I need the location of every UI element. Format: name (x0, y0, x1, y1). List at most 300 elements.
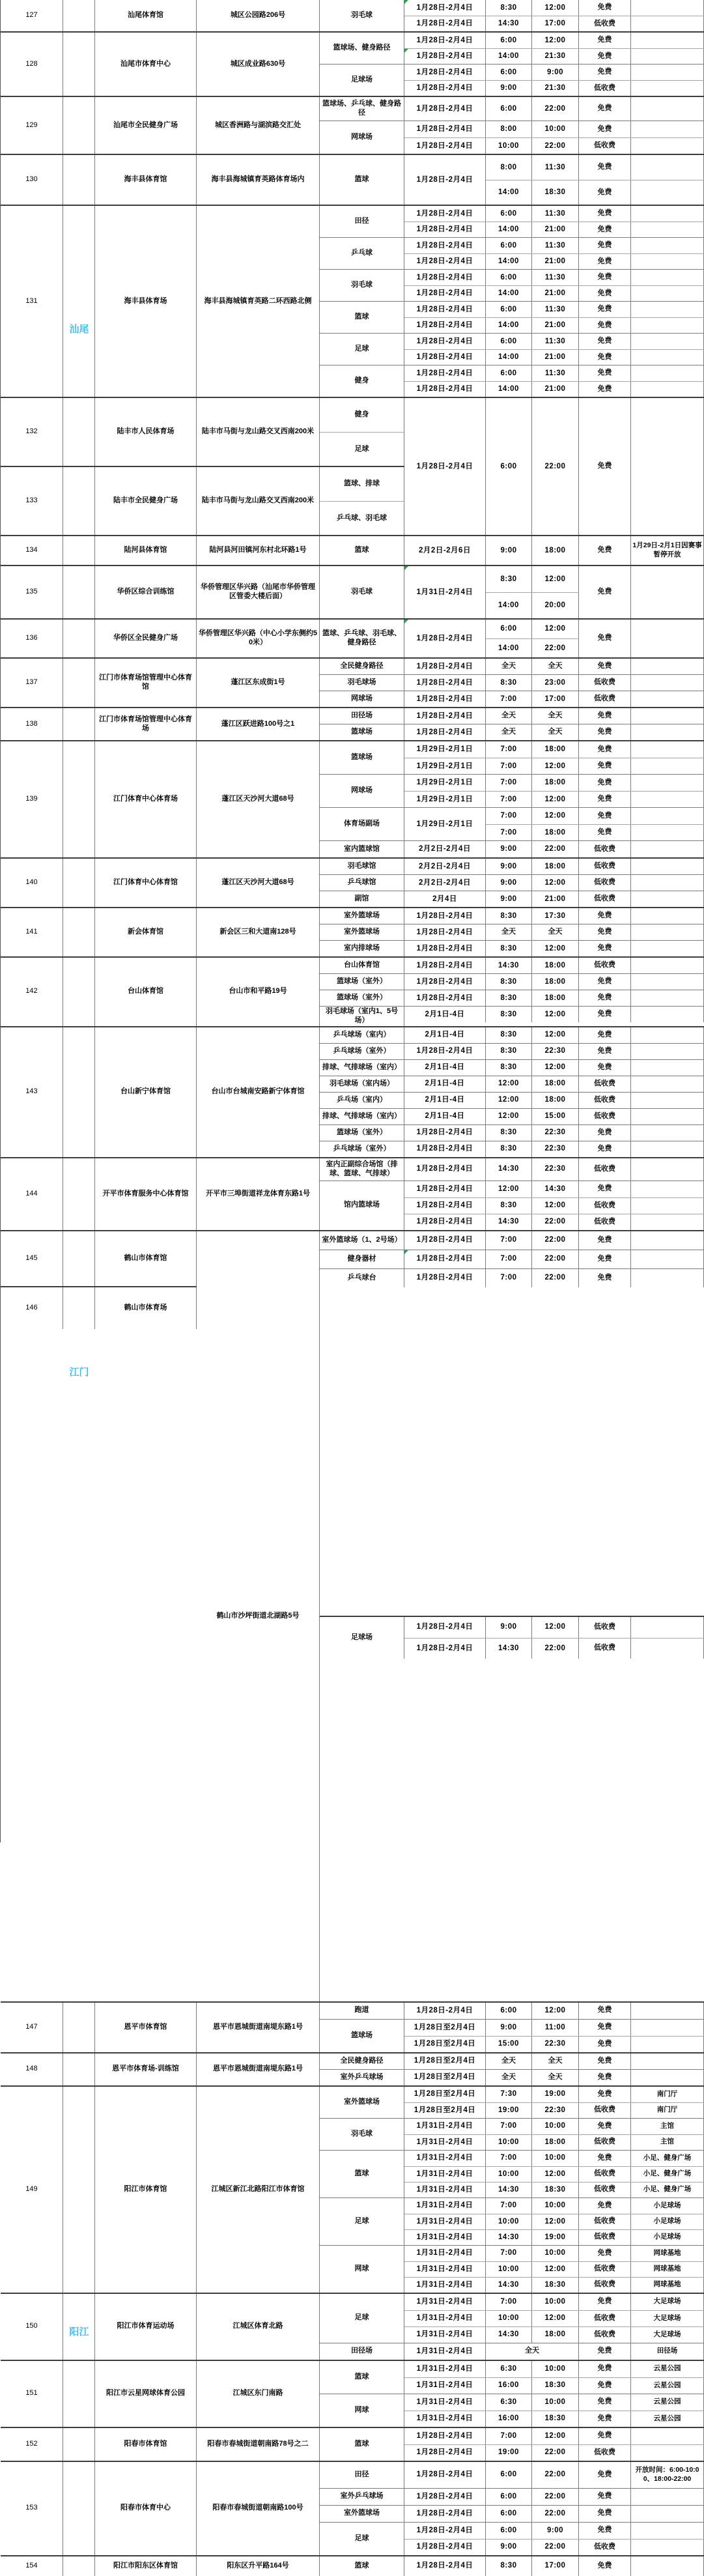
remark (631, 180, 704, 205)
end-time: 22:00 (532, 2489, 579, 2505)
facility-name: 健身 (320, 365, 404, 397)
venue-name: 陆丰市全民健身广场 (95, 467, 197, 535)
row-number: 154 (1, 2556, 63, 2576)
date-range: 1月28日-2月4日 (404, 334, 486, 349)
facility-group (320, 1250, 704, 1268)
time-slot-row (404, 1007, 704, 1022)
facility-name: 篮球场（室外） (320, 1125, 404, 1141)
time-slot-row (404, 1060, 704, 1076)
start-time: 14:00 (486, 180, 532, 205)
facility-groups (320, 536, 704, 565)
fee-status: 免费 (579, 206, 631, 222)
facility-name: 足球 (320, 2198, 404, 2245)
row-number: 135 (1, 566, 63, 618)
start-time: 10:00 (486, 2311, 532, 2326)
time-slot-row (404, 958, 704, 973)
start-time: 7:00 (486, 808, 532, 824)
venue-address: 城区公园路206号 (197, 0, 320, 31)
remark (631, 302, 704, 317)
region-column-gap (63, 33, 95, 96)
start-time: 6:00 (486, 270, 532, 285)
date-range: 1月28日-2月4日 (404, 1231, 486, 1250)
date-range: 1月31日-2月4日 (404, 2119, 486, 2134)
end-time: 12:00 (532, 566, 579, 592)
facility-name: 篮球场 (320, 2020, 404, 2052)
fee-status: 低收费 (579, 2278, 631, 2293)
time-slot-row (404, 2261, 704, 2277)
venue-name: 鹤山市体育馆 (95, 1231, 197, 1286)
date-range: 1月29日-2月1日 (404, 758, 486, 774)
end-time: 10:00 (532, 2246, 579, 2261)
facility-name: 羽毛球 (320, 0, 404, 31)
fee-status: 免费 (579, 2087, 631, 2102)
facility-group (320, 2462, 704, 2488)
facility-name: 篮球场、健身路径 (320, 33, 404, 64)
region-column-gap (63, 155, 95, 205)
date-range: 1月28日-2月4日 (404, 121, 486, 137)
facility-groups (320, 1616, 704, 2001)
facility-groups (320, 620, 704, 657)
fee-status: 免费 (579, 2462, 631, 2488)
start-time: 7:30 (486, 2087, 532, 2102)
start-time: 14:30 (486, 2327, 532, 2343)
venue-address: 江城区新江北路阳江市体育馆 (197, 2087, 320, 2293)
remark (631, 2445, 704, 2461)
facility-name: 足球 (320, 334, 404, 365)
start-time: 9:00 (486, 536, 532, 565)
facility-groups (320, 566, 704, 618)
remark (631, 859, 704, 874)
start-time: 6:00 (486, 64, 532, 80)
region-column-gap (63, 908, 95, 956)
end-time: 17:00 (532, 2556, 579, 2576)
venue-block (1, 565, 704, 618)
end-time: 22:00 (532, 2540, 579, 2555)
time-slot-row (404, 791, 704, 807)
remark: 网球基地 (631, 2246, 704, 2261)
row-number: 149 (1, 2087, 63, 2293)
remark (631, 365, 704, 381)
date-range: 1月28日-2月4日 (404, 1198, 486, 1214)
start-time: 19:00 (486, 2103, 532, 2118)
time-slot-row (404, 121, 704, 137)
remark: 田径场 (631, 2343, 704, 2360)
facility-name: 乒乓球场（室外） (320, 1044, 404, 1059)
end-time: 全天 (532, 659, 579, 674)
facility-group (320, 1124, 704, 1141)
remark (631, 238, 704, 253)
time-slot-row (486, 566, 579, 592)
remark: 网球基地 (631, 2278, 704, 2293)
end-time: 18:00 (532, 775, 579, 791)
remark (631, 2540, 704, 2555)
time-slot-row (404, 924, 704, 940)
start-time: 8:30 (486, 908, 532, 924)
time-slot-row (486, 155, 704, 180)
region-column-gap (63, 708, 95, 740)
region-column-gap (63, 97, 95, 154)
venue-block (1, 956, 704, 1026)
time-slot-row (404, 1027, 704, 1043)
fee-status: 免费 (579, 2003, 631, 2019)
time-slot-row (404, 741, 704, 758)
time-slot-row (404, 859, 704, 874)
remark (631, 741, 704, 758)
facility-name: 跑道 (320, 2003, 404, 2019)
venue-block (1, 2293, 704, 2360)
remark (631, 2556, 704, 2576)
start-time: 14:30 (486, 2278, 532, 2293)
time-slot-row (404, 675, 704, 691)
fee-status: 免费 (579, 155, 631, 180)
date-range: 1月28日-2月4日 (404, 958, 486, 973)
venue-address: 海丰县海城镇育英路二环西路北侧 (197, 206, 320, 397)
facility-name: 篮球场 (320, 741, 404, 774)
venue-address: 华侨管理区华兴路（中心小学东侧约50米） (197, 620, 320, 657)
end-time: 12:00 (532, 875, 579, 891)
date-range: 1月28日-2月4日 (404, 1141, 486, 1157)
end-time: 19:00 (532, 2230, 579, 2245)
row-number: 130 (1, 155, 63, 205)
remark (631, 1125, 704, 1141)
start-time: 8:30 (486, 990, 532, 1006)
time-slot-row (404, 908, 704, 924)
facility-name: 室外篮球场 (320, 908, 404, 924)
start-time: 6:00 (486, 2506, 532, 2522)
start-time: 全天 (486, 2070, 532, 2085)
time-slot-row (404, 974, 704, 990)
time-slot-row (404, 33, 704, 48)
start-time: 12:00 (486, 1181, 532, 1197)
facility-name: 羽毛球 (320, 2119, 404, 2150)
fee-status: 低收费 (579, 691, 631, 707)
date-range: 1月28日-2月4日 (404, 2506, 486, 2522)
remark: 大足球场 (631, 2294, 704, 2310)
time-slot-row (404, 2198, 704, 2214)
fee-status: 低收费 (579, 2167, 631, 2182)
venue-name: 江门体育中心体育场 (95, 741, 197, 857)
facility-group (320, 620, 704, 657)
end-time: 19:00 (532, 2087, 579, 2102)
date-range: 1月31日-2月4日 (404, 2378, 486, 2394)
time-slot-row (404, 1197, 704, 1214)
row-number: 139 (1, 741, 63, 857)
venue-block (1, 2001, 704, 2052)
facility-group (320, 724, 704, 740)
date-range: 1月28日-2月4日 (404, 1181, 486, 1197)
time-slot-row (404, 775, 704, 791)
region-section (1, 657, 704, 2085)
facility-groups (320, 1158, 704, 1230)
facility-group (320, 973, 704, 990)
start-time: 14:00 (486, 593, 532, 618)
facility-name: 乒乓球、羽毛球 (320, 501, 404, 535)
time-slot-row (404, 1638, 704, 1659)
venue-block (1, 2360, 704, 2427)
start-time: 9:00 (486, 81, 532, 96)
region-column-gap (63, 2294, 95, 2360)
remark (631, 974, 704, 990)
end-time: 22:30 (532, 1125, 579, 1141)
time-slot-row (404, 2377, 704, 2394)
fee-status: 低收费 (579, 958, 631, 973)
facility-name: 副馆 (320, 891, 404, 907)
facility-group (320, 691, 704, 707)
venue-block (1, 2087, 704, 2293)
end-time: 18:00 (532, 958, 579, 973)
remark: 小足、健身广场 (631, 2167, 704, 2182)
remark: 主馆 (631, 2119, 704, 2134)
facility-groups (320, 859, 704, 907)
end-time: 21:00 (532, 382, 579, 397)
time-slot-row (404, 1269, 704, 1287)
start-time: 8:30 (486, 1141, 532, 1157)
end-time: 10:00 (532, 2361, 579, 2377)
time-slot-row (404, 2070, 704, 2085)
facility-name: 室外篮球场 (320, 2506, 404, 2522)
fee-status: 免费 (579, 2506, 631, 2522)
end-time: 11:30 (532, 238, 579, 253)
end-time: 21:00 (532, 891, 579, 907)
remark (631, 33, 704, 48)
facility-name: 篮球 (320, 2428, 404, 2461)
remark (631, 2020, 704, 2036)
time-slot-row (404, 2003, 704, 2019)
facility-group (320, 33, 704, 64)
fee-status: 免费 (579, 775, 631, 791)
date-range: 1月28日至2月4日 (404, 2054, 486, 2069)
venue-name: 阳春市体育中心 (95, 2462, 197, 2555)
venue-name: 华侨区综合训练馆 (95, 566, 197, 618)
date-range: 1月28日-2月4日 (404, 1044, 486, 1059)
time-slot-row (404, 1044, 704, 1059)
facility-name: 足球场 (320, 1617, 404, 1659)
row-number: 153 (1, 2462, 63, 2555)
venue-name: 江门体育中心体育馆 (95, 859, 197, 907)
facility-name: 乒乓球 (320, 238, 404, 269)
facility-groups (320, 97, 704, 154)
facility-name: 健身器材 (320, 1250, 404, 1268)
start-time: 10:00 (486, 2214, 532, 2229)
facility-name: 足球 (320, 2523, 404, 2555)
facility-group (320, 301, 704, 333)
start-time: 14:00 (486, 350, 532, 365)
end-time: 22:30 (532, 2103, 579, 2118)
fee-status: 免费 (579, 1250, 631, 1268)
facility-group (320, 2294, 704, 2343)
date-range: 1月28日-2月4日 (404, 620, 486, 657)
fee-status: 免费 (579, 792, 631, 807)
time-slot-row (404, 1125, 704, 1141)
date-range: 1月28日-2月4日 (404, 97, 486, 121)
end-time: 12:00 (532, 1060, 579, 1076)
venue-name: 阳春市体育馆 (95, 2428, 197, 2461)
start-time: 6:30 (486, 2394, 532, 2411)
row-number: 132 (1, 398, 63, 466)
time-slot-row (404, 1617, 704, 1638)
facility-name: 网球场 (320, 691, 404, 707)
facility-group (320, 2488, 704, 2505)
time-slot-row (404, 2087, 704, 2102)
time-slot-row (404, 841, 704, 857)
facility-name: 篮球、排球 (320, 467, 404, 501)
remark (631, 1027, 704, 1043)
date-range: 1月28日-2月4日 (404, 2523, 486, 2539)
remark (631, 708, 704, 724)
date-range: 1月28日-2月4日 (404, 2489, 486, 2505)
end-time: 17:30 (532, 908, 579, 924)
facility-groups (320, 2003, 704, 2052)
start-time: 8:30 (486, 1125, 532, 1141)
time-slot-row (404, 2102, 704, 2118)
remark (631, 724, 704, 740)
facility-group (320, 155, 704, 205)
end-time: 21:00 (532, 286, 579, 301)
fee-status: 免费 (579, 741, 631, 758)
time-slot-row (404, 2054, 704, 2069)
facility-groups (320, 155, 704, 205)
remark: 小足球场 (631, 2214, 704, 2229)
date-range: 1月28日至2月4日 (404, 2070, 486, 2085)
start-time: 12:00 (486, 1076, 532, 1092)
facility-groups (320, 1231, 704, 1616)
facility-group (320, 659, 704, 674)
end-time: 12:00 (532, 0, 579, 16)
facility-name: 体育场副场 (320, 808, 404, 840)
fee-status: 免费 (579, 33, 631, 48)
time-slot-row (404, 2556, 704, 2576)
date-range: 1月31日-2月4日 (404, 2167, 486, 2182)
venue-name: 鹤山市体育场 (95, 1287, 197, 1329)
date-range: 2月2日-2月4日 (404, 841, 486, 857)
facility-groups (320, 659, 704, 707)
end-time: 18:30 (532, 2278, 579, 2293)
facility-group (320, 1181, 704, 1230)
time-slot-row (404, 1093, 704, 1108)
row-number: 152 (1, 2428, 63, 2461)
facility-name: 篮球场（室外） (320, 990, 404, 1006)
fee-status: 免费 (579, 334, 631, 349)
time-slot-row (404, 536, 704, 565)
time-slot-row (486, 808, 704, 824)
end-time: 22:30 (532, 1141, 579, 1157)
fee-status: 低收费 (579, 875, 631, 891)
facility-groups (320, 2054, 704, 2085)
time-slot-row (404, 317, 704, 333)
remark (631, 958, 704, 973)
remark (631, 81, 704, 96)
end-time: 22:00 (532, 1250, 579, 1268)
start-time: 全天 (486, 659, 532, 674)
start-time: 10:00 (486, 138, 532, 154)
end-time: 15:00 (532, 1109, 579, 1124)
date-range: 1月29日-2月1日 (404, 775, 486, 791)
time-slot-row (404, 97, 704, 121)
row-number: 150 (1, 2294, 63, 2360)
start-time: 6:00 (486, 334, 532, 349)
time-slot-row (404, 80, 704, 96)
venue-address: 恩平市恩城街道南堤东路1号 (197, 2003, 320, 2052)
time-slot-row (404, 891, 704, 907)
row-number: 148 (1, 2054, 63, 2085)
fee-status: 低收费 (579, 2540, 631, 2555)
remark: 开放时间：6:00-10:00、18:00-22:00 (631, 2462, 704, 2488)
facility-name: 排球、气排球场（室内） (320, 1109, 404, 1124)
facility-group (320, 237, 704, 269)
facility-name: 乒乓球台 (320, 1269, 404, 1287)
time-slot-row (404, 1181, 704, 1197)
fee-status: 免费 (579, 1181, 631, 1197)
facility-name: 室内正副综合场馆（排球、篮球、气排球） (320, 1158, 404, 1181)
date-range: 1月28日-2月4日 (404, 33, 486, 48)
fee-status: 免费 (579, 1269, 631, 1287)
start-time: 8:00 (486, 121, 532, 137)
end-time: 12:00 (532, 758, 579, 774)
facility-name: 田径场 (320, 2343, 404, 2360)
remark (631, 891, 704, 907)
facility-group (320, 874, 704, 891)
date-range: 1月29日-2月1日 (404, 808, 486, 840)
venue-name: 海丰县体育场 (95, 206, 197, 397)
venue-name: 阳江市云星网球体育公园 (95, 2361, 197, 2427)
row-number: 136 (1, 620, 63, 657)
fee-status: 免费 (579, 941, 631, 956)
facility-group (320, 990, 704, 1006)
time-slot-row (404, 2411, 704, 2427)
fee-status: 免费 (579, 2489, 631, 2505)
facility-group (320, 2394, 704, 2427)
time-slot-row (404, 2444, 704, 2461)
date-range: 2月1日-4日 (404, 1093, 486, 1108)
remark (631, 841, 704, 857)
time-slot-row (404, 2462, 704, 2488)
end-time: 全天 (532, 924, 579, 940)
fee-status: 免费 (579, 302, 631, 317)
start-time: 14:00 (486, 639, 532, 657)
time-slot-row (404, 0, 704, 16)
fee-status: 低收费 (579, 1198, 631, 1214)
date-range: 1月28日-2月4日 (404, 138, 486, 154)
fee-status: 免费 (579, 974, 631, 990)
time-slot-row (404, 2214, 704, 2229)
row-number: 127 (1, 0, 63, 31)
facility-name: 室内篮球馆 (320, 841, 404, 857)
remark (631, 1269, 704, 1287)
end-time: 18:00 (532, 1076, 579, 1092)
facility-name: 健身 (320, 398, 404, 432)
remark (631, 1617, 704, 1638)
date-range: 1月28日-2月4日 (404, 2428, 486, 2444)
end-time: 18:00 (532, 859, 579, 874)
region-column-gap (63, 566, 95, 618)
remark (631, 659, 704, 674)
fee-status: 免费 (579, 2428, 631, 2444)
facility-group (320, 333, 704, 365)
remark (631, 334, 704, 349)
facility-name: 台山体育馆 (320, 958, 404, 973)
facility-group (320, 2069, 704, 2085)
start-time: 14:30 (486, 958, 532, 973)
time-slot-row (404, 2310, 704, 2326)
remark (631, 206, 704, 222)
remark (631, 908, 704, 924)
end-time: 9:00 (532, 2523, 579, 2539)
venue-address: 江城区体育北路 (197, 2294, 320, 2360)
fee-status: 免费 (579, 1141, 631, 1157)
start-time: 10:00 (486, 2167, 532, 2182)
fee-status: 免费 (579, 318, 631, 333)
end-time: 11:30 (532, 206, 579, 222)
